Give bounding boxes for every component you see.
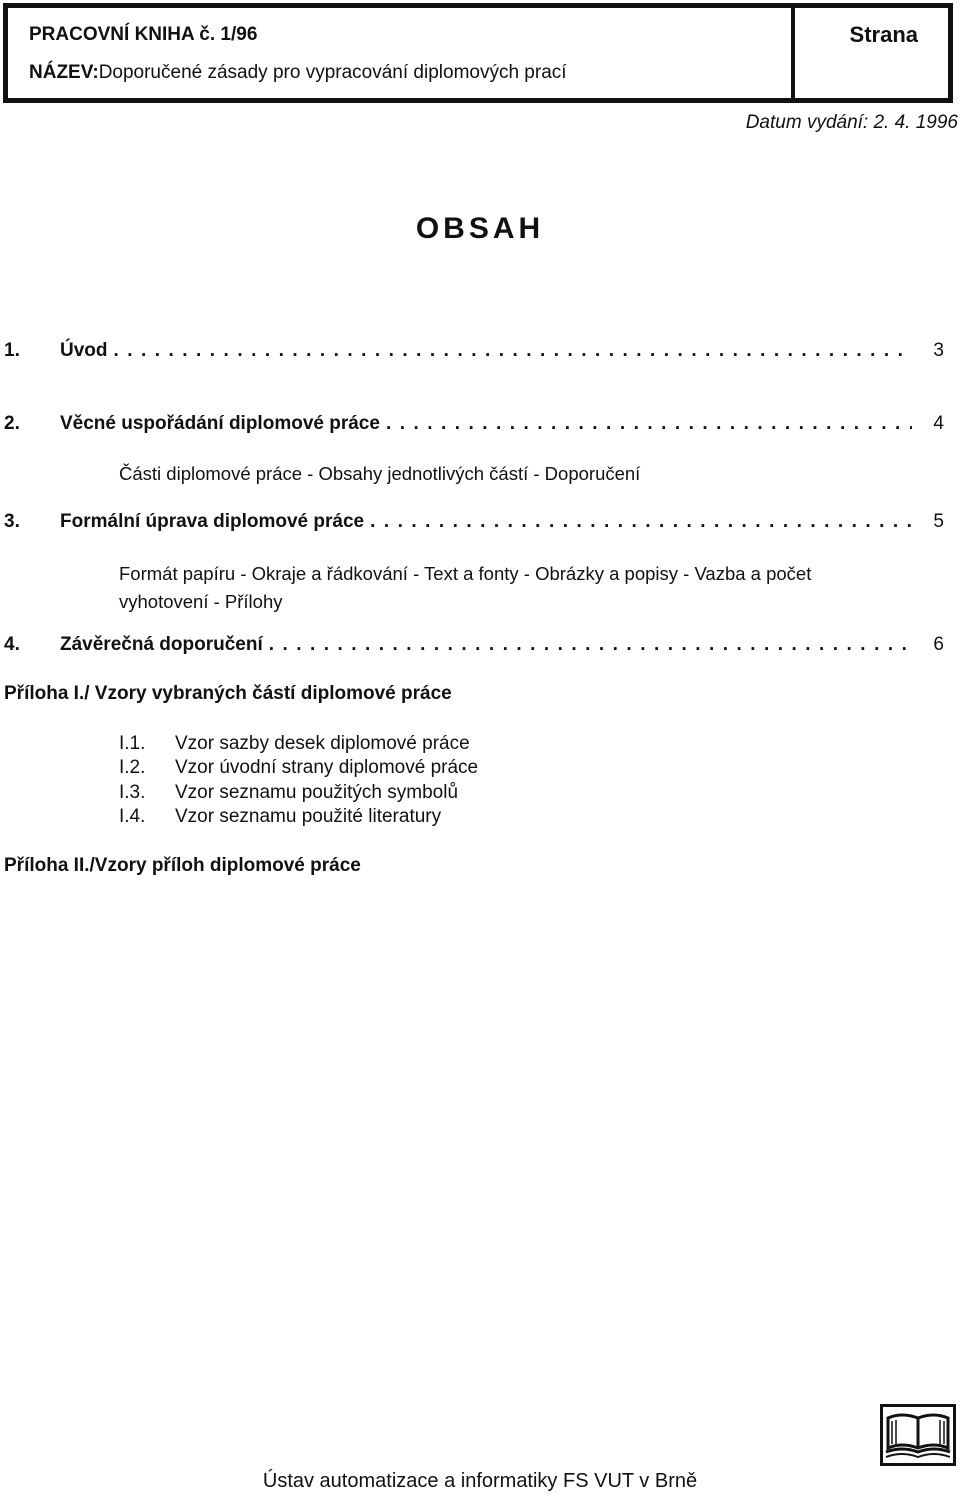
- toc-entry-subtopics: Formát papíru - Okraje a řádkování - Text a fonty - Obrázky a popisy - Vazba a počet vyhotovení - Přílohy: [119, 563, 812, 612]
- appendix-item-text: Vzor seznamu použité literatury: [175, 806, 442, 827]
- issue-date: Datum vydání: 2. 4. 1996: [745, 112, 958, 133]
- appendix-item-code: I.1.: [119, 733, 146, 754]
- toc-entry-number: 4.: [4, 634, 20, 655]
- page-label: Strana: [849, 22, 918, 47]
- appendix-item-code: I.2.: [119, 757, 146, 778]
- toc-entry-page: 5: [933, 511, 944, 532]
- toc-entry-conclusions[interactable]: [4, 634, 944, 660]
- toc-leader-dots: [370, 511, 912, 533]
- toc-entry-intro[interactable]: [4, 340, 944, 366]
- appendix-item-code: I.3.: [119, 782, 146, 803]
- toc-entry-title: Formální úprava diplomové práce: [60, 511, 365, 532]
- toc-entry-number: 3.: [4, 511, 20, 532]
- toc-entry-title: Úvod: [60, 340, 108, 361]
- header-title-cell: [8, 8, 795, 98]
- toc-entry-structure[interactable]: [4, 413, 944, 439]
- name-value: Doporučené zásady pro vypracování diplomových prací: [98, 62, 567, 83]
- toc-entry-title: Věcné uspořádání diplomové práce: [60, 413, 380, 434]
- appendix-2-heading[interactable]: Příloha II./Vzory příloh diplomové práce: [4, 855, 361, 876]
- toc-leader-dots: [114, 340, 913, 362]
- toc-entry-page: 4: [933, 413, 944, 434]
- toc-entry-page: 3: [933, 340, 944, 361]
- appendix-1-heading[interactable]: Příloha I./ Vzory vybraných částí diplomové práce: [4, 683, 452, 704]
- open-book-icon: [880, 1404, 956, 1466]
- name-label: NÁZEV:: [29, 62, 99, 83]
- toc-entry-number: 2.: [4, 413, 20, 434]
- appendix-item-text: Vzor sazby desek diplomové práce: [175, 733, 470, 754]
- appendix-item-text: Vzor úvodní strany diplomové práce: [175, 757, 479, 778]
- appendix-item[interactable]: [119, 757, 478, 779]
- document-name: [29, 62, 567, 84]
- appendix-item-code: I.4.: [119, 806, 146, 827]
- toc-entry-page: 6: [933, 634, 944, 655]
- toc-leader-dots: [386, 413, 912, 435]
- toc-entry-title: Závěrečná doporučení: [60, 634, 263, 655]
- appendix-item[interactable]: [119, 782, 458, 804]
- footer-institute: Ústav automatizace a informatiky FS VUT v Brně: [262, 1470, 698, 1492]
- toc-leader-dots: [269, 634, 912, 656]
- toc-entry-subtopics: Části diplomové práce - Obsahy jednotlivých částí - Doporučení: [119, 463, 641, 484]
- document-header: [3, 3, 953, 103]
- toc-entry-formatting[interactable]: [4, 511, 944, 537]
- appendix-item[interactable]: [119, 733, 470, 755]
- workbook-title: PRACOVNÍ KNIHA č. 1/96: [29, 24, 258, 45]
- toc-entry-number: 1.: [4, 340, 20, 361]
- appendix-item[interactable]: [119, 806, 441, 828]
- toc-heading: OBSAH: [415, 212, 545, 245]
- appendix-item-text: Vzor seznamu použitých symbolů: [175, 782, 459, 803]
